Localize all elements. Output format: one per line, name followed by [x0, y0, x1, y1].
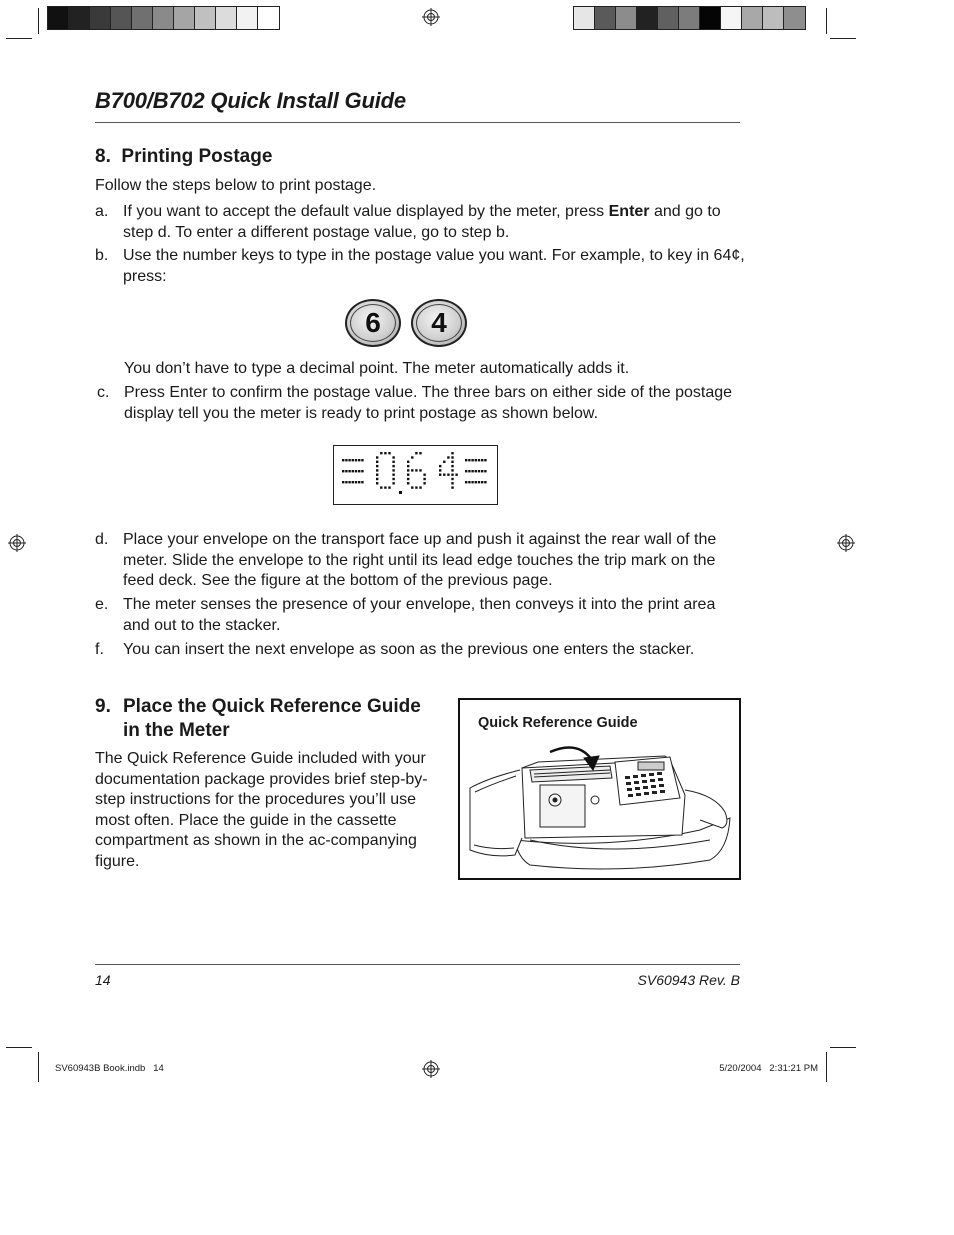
color-swatch: [258, 7, 279, 29]
display-dot: [376, 465, 378, 467]
display-dot: [384, 452, 386, 454]
step-a: [95, 202, 745, 243]
postage-display: [333, 445, 498, 505]
display-dot: [451, 469, 453, 471]
display-dot: [348, 459, 350, 461]
step-text: Press Enter to confirm the postage value. The three bars on either side of the postage display tell you the meter is ready to print postage as shown below.: [124, 384, 733, 422]
display-dot: [447, 456, 449, 458]
step-label: a.: [95, 203, 109, 220]
display-dot: [471, 470, 473, 472]
display-dot: [478, 481, 480, 483]
color-swatch: [216, 7, 237, 29]
display-dot: [348, 470, 350, 472]
display-dot: [388, 452, 390, 454]
color-swatch: [237, 7, 258, 29]
display-dot: [358, 470, 360, 472]
display-dot: [451, 482, 453, 484]
footer-rule: [95, 964, 740, 965]
display-dot: [478, 459, 480, 461]
print-slug-timestamp: 5/20/2004 2:31:21 PM: [719, 1063, 818, 1074]
display-dot: [471, 481, 473, 483]
section-title: Printing Postage: [121, 146, 273, 167]
display-dot: [355, 470, 357, 472]
color-bar-right: [573, 6, 806, 30]
display-dot: [465, 459, 467, 461]
color-swatch: [195, 7, 216, 29]
section-8-heading: [95, 146, 272, 168]
display-dot: [447, 474, 449, 476]
display-dot: [465, 481, 467, 483]
display-dot: [361, 481, 363, 483]
step-text-part: If you want to accept the default value displayed by the meter, press: [123, 203, 609, 220]
display-dot: [475, 459, 477, 461]
color-swatch: [616, 7, 637, 29]
display-dot: [392, 482, 394, 484]
color-swatch: [637, 7, 658, 29]
page-number: 14: [95, 972, 111, 988]
color-swatch: [174, 7, 195, 29]
display-dot: [348, 481, 350, 483]
display-dot: [423, 478, 425, 480]
registration-mark-icon: [8, 534, 26, 552]
step-label: c.: [97, 384, 110, 401]
step-label: b.: [95, 247, 109, 264]
display-dot: [419, 486, 421, 488]
color-swatch: [763, 7, 784, 29]
display-dot: [407, 469, 409, 471]
display-dot: [407, 465, 409, 467]
color-swatch: [111, 7, 132, 29]
step-c: [95, 383, 745, 424]
step-b: [95, 246, 745, 287]
registration-mark-icon: [422, 1060, 440, 1078]
display-dot: [384, 486, 386, 488]
display-dot: [407, 474, 409, 476]
number-key-4-icon: [411, 299, 467, 347]
display-dot: [481, 459, 483, 461]
display-dot: [345, 459, 347, 461]
display-dot: [345, 481, 347, 483]
color-swatch: [721, 7, 742, 29]
display-dot: [352, 470, 354, 472]
display-dot: [415, 452, 417, 454]
enter-key-name: Enter: [608, 203, 650, 220]
step-text: The meter senses the presence of your envelope, then conveys it into the print area and out to the stacker.: [123, 596, 716, 634]
display-dot: [407, 482, 409, 484]
display-dot: [468, 459, 470, 461]
display-dot: [451, 474, 453, 476]
step-text: You can insert the next envelope as soon as the previous one enters the stacker.: [123, 641, 695, 658]
display-dot: [411, 486, 413, 488]
display-dot: [392, 456, 394, 458]
display-dot: [380, 452, 382, 454]
display-dot: [419, 452, 421, 454]
display-dot: [484, 470, 486, 472]
color-swatch: [700, 7, 721, 29]
display-dot: [439, 474, 441, 476]
display-dot: [376, 474, 378, 476]
figure-caption: Quick Reference Guide: [478, 715, 638, 731]
step-d: [95, 530, 745, 592]
display-dot: [423, 482, 425, 484]
display-dot: [392, 474, 394, 476]
color-bar-left: [47, 6, 280, 30]
display-dot: [352, 459, 354, 461]
display-dot: [342, 481, 344, 483]
display-dot: [345, 470, 347, 472]
display-dot: [342, 470, 344, 472]
display-dot: [471, 459, 473, 461]
color-swatch: [48, 7, 69, 29]
display-dot: [455, 474, 457, 476]
step-label: f.: [95, 641, 104, 658]
display-dot: [468, 481, 470, 483]
color-swatch: [132, 7, 153, 29]
display-dot: [407, 478, 409, 480]
display-dot: [451, 461, 453, 463]
display-dot: [478, 470, 480, 472]
display-dot: [481, 470, 483, 472]
display-dot: [352, 481, 354, 483]
display-dot: [355, 459, 357, 461]
registration-mark-icon: [837, 534, 855, 552]
step-text-part: and go to step d. To enter a different postage value, go to step b.: [123, 203, 721, 241]
display-dot: [392, 461, 394, 463]
display-dot: [468, 470, 470, 472]
color-swatch: [658, 7, 679, 29]
step-text: [95, 202, 745, 243]
document-title: B700/B702 Quick Install Guide: [95, 88, 406, 113]
key-label: 6: [350, 304, 396, 342]
display-dot: [388, 486, 390, 488]
step-text: Place your envelope on the transport face up and push it against the rear wall of the meter. Slide the envelope to the right until its lead edge touches the trip mark on the feed deck. See the figure at the bottom of the previous page.: [123, 531, 717, 589]
key-label: 4: [416, 304, 462, 342]
number-key-6-icon: [345, 299, 401, 347]
display-dot: [342, 459, 344, 461]
display-dot: [411, 456, 413, 458]
section-number: 9.: [95, 696, 111, 717]
display-dot: [361, 459, 363, 461]
color-swatch: [69, 7, 90, 29]
step-f: [95, 640, 745, 661]
color-swatch: [90, 7, 111, 29]
display-dot: [439, 469, 441, 471]
step-label: e.: [95, 596, 109, 613]
step-label: d.: [95, 531, 109, 548]
display-dot: [411, 469, 413, 471]
meter-illustration-icon: [460, 700, 739, 878]
quick-reference-figure: [458, 698, 741, 880]
display-dot: [475, 481, 477, 483]
display-dot: [451, 465, 453, 467]
display-dot: [465, 470, 467, 472]
section-number: 8.: [95, 146, 111, 167]
color-swatch: [574, 7, 595, 29]
display-dot: [423, 474, 425, 476]
display-dot: [392, 469, 394, 471]
postage-display-dots: [334, 446, 496, 503]
step-text: Use the number keys to type in the postage value you want. For example, to key in 64¢, press:: [123, 247, 745, 285]
display-dot: [376, 456, 378, 458]
display-dot: [358, 459, 360, 461]
display-dot: [392, 465, 394, 467]
display-dot: [376, 478, 378, 480]
display-dot: [443, 461, 445, 463]
display-dot: [376, 461, 378, 463]
display-dot: [484, 459, 486, 461]
color-swatch: [153, 7, 174, 29]
display-dot: [481, 481, 483, 483]
decimal-point-note: You don’t have to type a decimal point. The meter automatically adds it.: [124, 360, 630, 377]
color-swatch: [595, 7, 616, 29]
display-dot: [355, 481, 357, 483]
display-dot: [392, 478, 394, 480]
display-dot: [415, 486, 417, 488]
display-dot: [376, 469, 378, 471]
display-dot: [415, 469, 417, 471]
registration-mark-icon: [422, 8, 440, 26]
display-dot: [407, 461, 409, 463]
color-swatch: [679, 7, 700, 29]
display-dot: [443, 474, 445, 476]
header-rule: [95, 122, 740, 123]
display-dot: [439, 465, 441, 467]
section-9-body: The Quick Reference Guide included with your documentation package provides brief step-by-step instructions for the procedures you’ll use most often. Place the guide in the cassette compartment as shown in the ac-companying figure.: [95, 750, 428, 870]
display-dot: [399, 491, 402, 494]
display-dot: [451, 456, 453, 458]
display-dot: [419, 469, 421, 471]
display-dot: [475, 470, 477, 472]
section-9-heading: [95, 695, 425, 743]
display-dot: [376, 482, 378, 484]
step-e: [95, 595, 745, 636]
display-dot: [484, 481, 486, 483]
display-dot: [361, 470, 363, 472]
display-dot: [451, 486, 453, 488]
color-swatch: [784, 7, 805, 29]
display-dot: [358, 481, 360, 483]
display-dot: [451, 478, 453, 480]
document-code: SV60943 Rev. B: [637, 972, 740, 988]
print-slug-file: SV60943B Book.indb 14: [55, 1063, 164, 1074]
color-swatch: [742, 7, 763, 29]
display-dot: [451, 452, 453, 454]
section-8-intro: Follow the steps below to print postage.: [95, 177, 377, 194]
display-dot: [380, 486, 382, 488]
section-title: Place the Quick Reference Guide in the Meter: [123, 696, 421, 741]
